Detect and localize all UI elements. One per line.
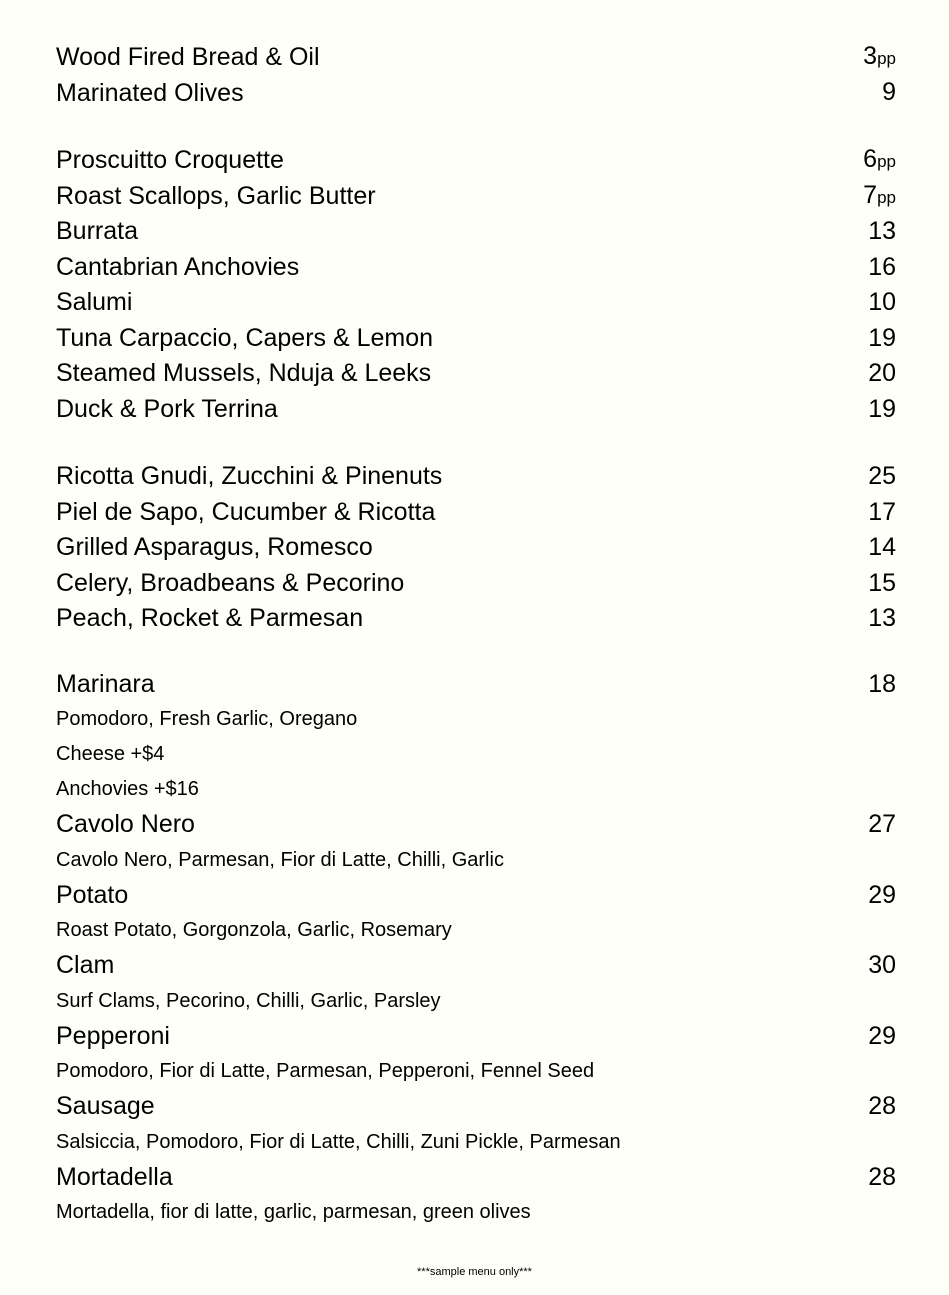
item-price: 19 <box>868 394 896 423</box>
item-price: 13 <box>868 217 896 245</box>
item-name: Marinated Olives <box>56 78 244 107</box>
item-name: Duck & Pork Terrina <box>56 394 278 423</box>
menu-item <box>56 40 896 76</box>
vegetables-section <box>56 459 896 637</box>
item-name: Tuna Carpaccio, Capers & Lemon <box>56 323 434 352</box>
menu-item <box>56 948 896 984</box>
item-price: 29 <box>868 880 896 909</box>
item-name: Potato <box>56 880 129 909</box>
item-price: 19 <box>868 323 896 352</box>
menu-item <box>56 878 896 914</box>
menu-item <box>56 321 896 357</box>
item-name: Grilled Asparagus, Romesco <box>56 533 373 561</box>
item-price: 14 <box>868 533 896 561</box>
item-price: 17 <box>868 497 896 526</box>
item-description: Mortadella, fior di latte, garlic, parmesan, green olives <box>56 1201 531 1223</box>
item-price: 15 <box>868 568 896 597</box>
item-price: 20 <box>868 359 896 387</box>
item-price: 9 <box>882 77 896 106</box>
item-name: Salumi <box>56 288 133 316</box>
item-price: 3pp <box>863 42 896 70</box>
item-name: Proscuitto Croquette <box>56 146 284 174</box>
item-name: Clam <box>56 951 115 979</box>
item-price: 29 <box>868 1021 896 1050</box>
item-name: Mortadella <box>56 1162 173 1191</box>
item-description: Cavolo Nero, Parmesan, Fior di Latte, Chilli, Garlic <box>56 848 504 871</box>
item-addon: Anchovies +$16 <box>56 778 199 800</box>
item-description: Pomodoro, Fior di Latte, Parmesan, Pepperoni, Fennel Seed <box>56 1060 595 1082</box>
menu-item <box>56 76 896 112</box>
item-addon: Cheese +$4 <box>56 743 165 765</box>
item-price: 7pp <box>863 180 896 209</box>
menu-item <box>56 807 896 843</box>
item-name: Cavolo Nero <box>56 810 195 838</box>
menu-item <box>56 667 896 703</box>
menu-item <box>56 356 896 392</box>
menu-item <box>56 1160 896 1196</box>
item-description: Salsiccia, Pomodoro, Fior di Latte, Chilli, Zuni Pickle, Parmesan <box>56 1130 621 1153</box>
item-name: Burrata <box>56 217 138 245</box>
pizza-section <box>56 667 896 1231</box>
footer-note: ***sample menu only*** <box>417 1266 532 1278</box>
menu-item <box>56 566 896 602</box>
menu-item <box>56 392 896 428</box>
item-price: 13 <box>868 604 896 632</box>
item-description: Roast Potato, Gorgonzola, Garlic, Rosemary <box>56 919 452 941</box>
item-name: Steamed Mussels, Nduja & Leeks <box>56 359 432 387</box>
menu-item <box>56 143 896 179</box>
bread-section <box>56 40 896 111</box>
item-name: Ricotta Gnudi, Zucchini & Pinenuts <box>56 462 443 490</box>
small-plates-section <box>56 143 896 427</box>
item-name: Roast Scallops, Garlic Butter <box>56 181 376 210</box>
menu-item <box>56 250 896 286</box>
menu-item <box>56 601 896 637</box>
item-price: 28 <box>868 1162 896 1191</box>
item-price: 18 <box>868 669 896 698</box>
menu-item <box>56 179 896 215</box>
item-price: 27 <box>868 810 896 838</box>
menu-item <box>56 495 896 531</box>
item-description: Surf Clams, Pecorino, Chilli, Garlic, Parsley <box>56 989 441 1012</box>
item-name: Wood Fired Bread & Oil <box>56 43 320 71</box>
item-price: 28 <box>868 1092 896 1120</box>
item-price: 6pp <box>863 145 896 173</box>
item-name: Marinara <box>56 669 155 698</box>
item-description: Pomodoro, Fresh Garlic, Oregano <box>56 708 358 730</box>
menu-item <box>56 214 896 250</box>
item-name: Pepperoni <box>56 1021 170 1050</box>
menu <box>56 40 896 1230</box>
menu-item <box>56 1089 896 1125</box>
item-name: Cantabrian Anchovies <box>56 252 300 281</box>
item-price: 30 <box>868 951 896 979</box>
item-name: Piel de Sapo, Cucumber & Ricotta <box>56 497 436 526</box>
menu-item <box>56 1019 896 1055</box>
menu-item <box>56 285 896 321</box>
menu-item <box>56 530 896 566</box>
item-name: Peach, Rocket & Parmesan <box>56 604 364 632</box>
item-price: 16 <box>868 252 896 281</box>
menu-item <box>56 459 896 495</box>
item-price: 10 <box>868 288 896 316</box>
item-name: Sausage <box>56 1092 155 1120</box>
item-name: Celery, Broadbeans & Pecorino <box>56 568 405 597</box>
item-price: 25 <box>868 462 896 490</box>
